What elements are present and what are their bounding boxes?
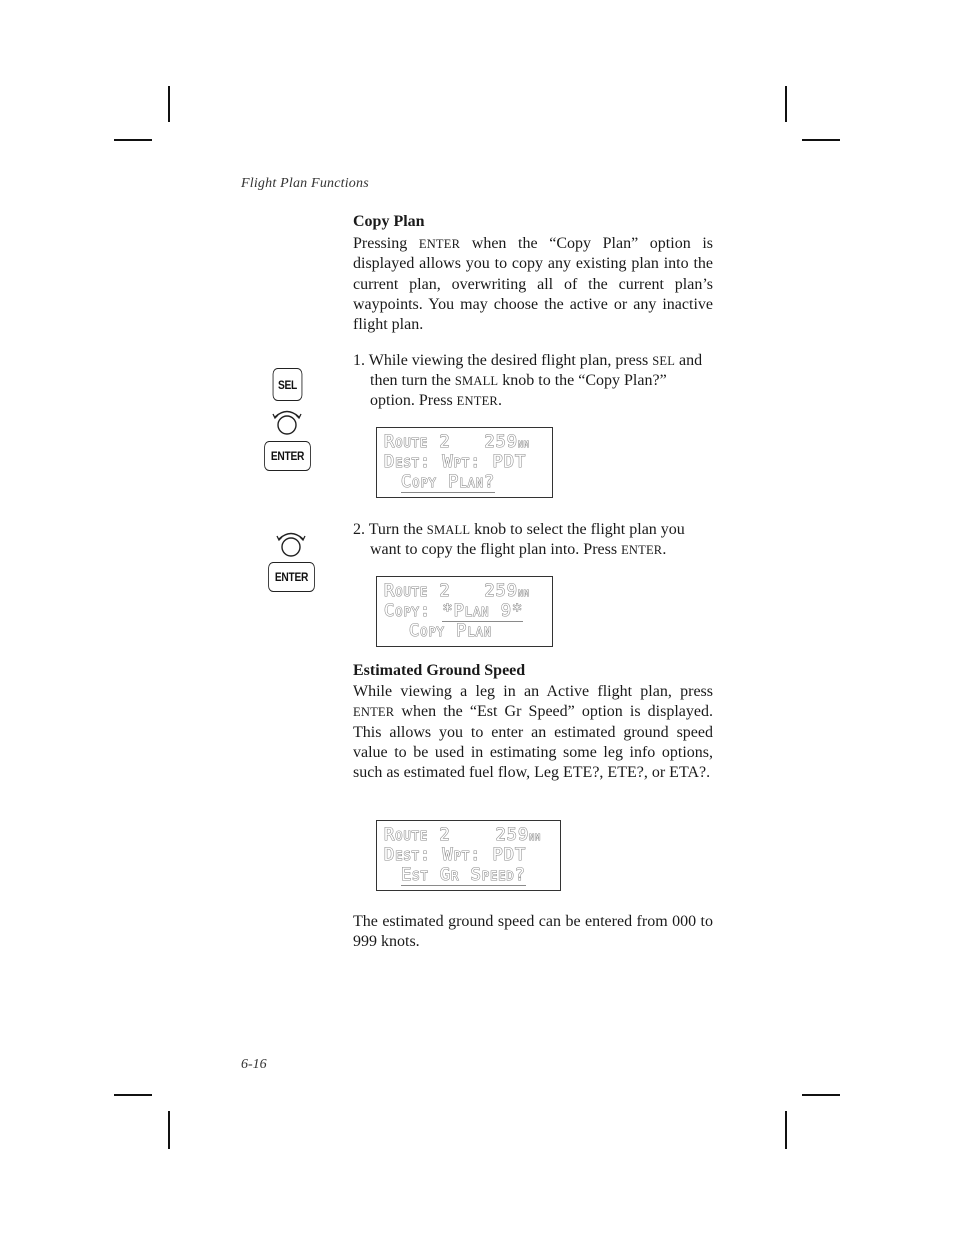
lcd-copy-plan-label: Copy Plan — [409, 621, 493, 641]
lcd-route-line: Route 2 259nm — [384, 825, 541, 845]
copy-plan-step-1: 1. While viewing the desired flight plan, press SEL and then turn the SMALL knob to the “Copy Plan?” option. Press ENTER. — [353, 352, 703, 409]
lcd-copy-plan-option: Copy Plan? — [401, 472, 496, 492]
lcd-copy-plan-select — [376, 576, 553, 647]
page-number: 6-16 — [241, 1057, 267, 1072]
lcd-copy-line: Copy: *Plan 9* — [384, 601, 524, 621]
lcd-copy-plan-prompt — [376, 427, 553, 498]
copy-plan-heading: Copy Plan — [353, 213, 425, 230]
enter-key-ref: ENTER — [418, 237, 461, 251]
lcd-dest-line: Dest: Wpt: PDT — [384, 452, 527, 472]
small-knob-icon[interactable] — [269, 406, 305, 438]
copy-plan-step-2: 2. Turn the SMALL knob to select the flight plan you want to copy the flight plan into. Press ENTER. — [353, 521, 685, 558]
small-knob-ref: SMALL — [426, 523, 471, 537]
est-ground-speed-paragraph: While viewing a leg in an Active flight plan, press ENTER when the “Est Gr Speed” option is displayed. This allows you to enter an estimated ground speed value to be used in estimating some leg info options, such as estimated fuel flow, Leg ETE?, ETE?, or ETA?. — [353, 683, 713, 782]
crop-mark-bottom-left-vertical — [168, 1111, 170, 1149]
small-knob-icon[interactable] — [273, 528, 309, 560]
crop-mark-top-right-horizontal — [802, 139, 840, 141]
crop-mark-bottom-right-horizontal — [802, 1094, 840, 1096]
enter-key-ref: ENTER — [353, 705, 395, 720]
lcd-route-line: Route 2 259nm — [384, 581, 530, 601]
lcd-est-gr-speed-option: Est Gr Speed? — [401, 865, 526, 885]
enter-button[interactable]: ENTER — [268, 562, 315, 592]
enter-key-ref: ENTER — [456, 394, 498, 408]
enter-key-ref: ENTER — [621, 543, 663, 557]
lcd-est-gr-speed-prompt — [376, 820, 561, 891]
copy-plan-intro: Pressing ENTER when the “Copy Plan” option is displayed allows you to copy any existing plan into the current plan, overwriting all of the current plan’s waypoints. You may choose the active or any inactive flight plan. — [353, 235, 713, 334]
crop-mark-top-left-horizontal — [114, 139, 152, 141]
lcd-dest-line: Dest: Wpt: PDT — [384, 845, 527, 865]
crop-mark-bottom-left-horizontal — [114, 1094, 152, 1096]
small-knob-ref: SMALL — [454, 374, 499, 388]
sel-button[interactable]: SEL — [273, 368, 303, 401]
lcd-plan-value: *Plan 9* — [442, 601, 524, 621]
crop-mark-top-left-vertical — [168, 86, 170, 122]
lcd-route-line: Route 2 259nm — [384, 432, 530, 452]
crop-mark-top-right-vertical — [785, 86, 787, 122]
est-ground-speed-range-note: The estimated ground speed can be entered from 000 to 999 knots. — [353, 913, 713, 951]
est-ground-speed-heading: Estimated Ground Speed — [353, 662, 526, 679]
running-header: Flight Plan Functions — [241, 176, 369, 191]
enter-button[interactable]: ENTER — [264, 441, 311, 471]
crop-mark-bottom-right-vertical — [785, 1111, 787, 1149]
sel-key-ref: SEL — [652, 354, 676, 368]
